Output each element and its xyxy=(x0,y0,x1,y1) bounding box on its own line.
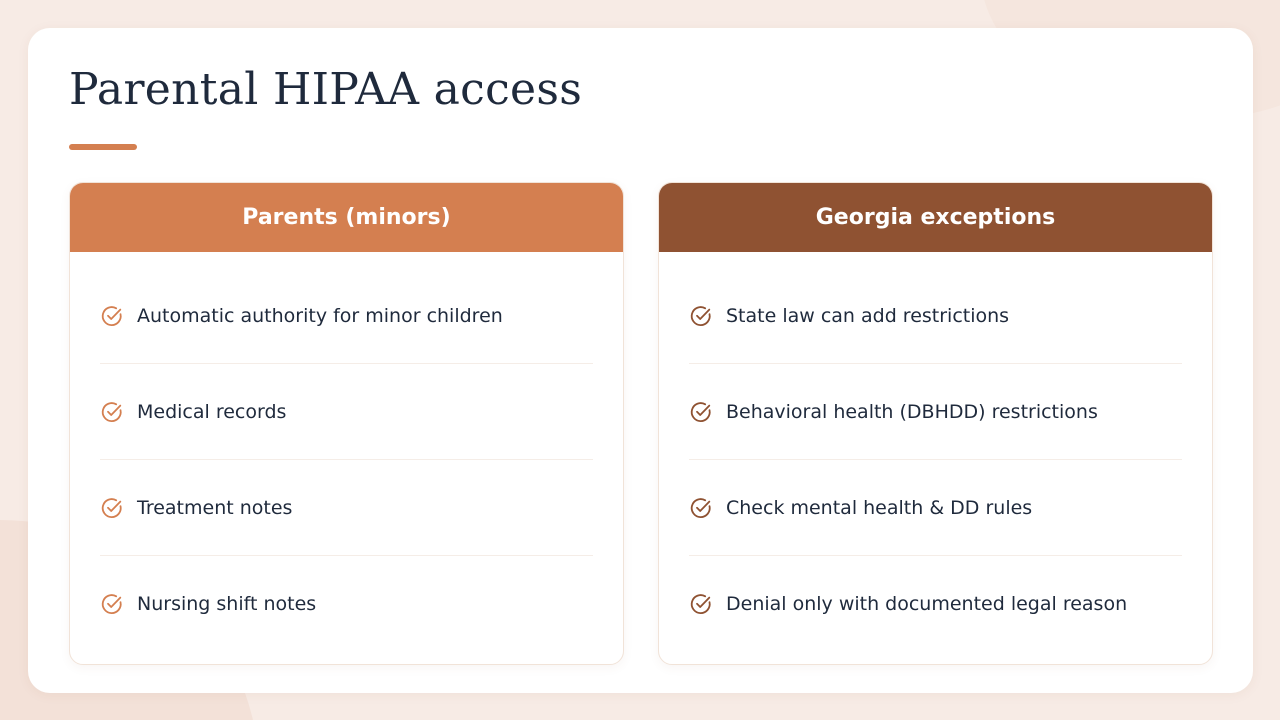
slide-card xyxy=(28,28,1253,693)
column-header: Parents (minors) xyxy=(70,183,623,252)
item-text: Treatment notes xyxy=(137,496,293,519)
check-circle-icon xyxy=(100,496,124,520)
item-text: Nursing shift notes xyxy=(137,592,317,615)
georgia-exceptions-column xyxy=(658,182,1213,665)
list-item xyxy=(100,252,593,364)
item-text: Medical records xyxy=(137,400,287,423)
item-list xyxy=(70,252,623,651)
check-circle-icon xyxy=(689,592,713,616)
item-text: Behavioral health (DBHDD) restrictions xyxy=(726,400,1098,423)
item-list xyxy=(659,252,1212,651)
item-text: Denial only with documented legal reason xyxy=(726,592,1128,615)
title-underline xyxy=(69,144,137,150)
list-item xyxy=(689,252,1182,364)
list-item xyxy=(689,460,1182,556)
item-text: Automatic authority for minor children xyxy=(137,304,503,327)
check-circle-icon xyxy=(100,592,124,616)
check-circle-icon xyxy=(100,400,124,424)
check-circle-icon xyxy=(689,496,713,520)
check-circle-icon xyxy=(689,304,713,328)
list-item xyxy=(100,364,593,460)
item-text: Check mental health & DD rules xyxy=(726,496,1033,519)
list-item xyxy=(100,556,593,651)
list-item xyxy=(100,460,593,556)
parents-minors-column xyxy=(69,182,624,665)
check-circle-icon xyxy=(100,304,124,328)
column-header: Georgia exceptions xyxy=(659,183,1212,252)
item-text: State law can add restrictions xyxy=(726,304,1010,327)
list-item xyxy=(689,556,1182,651)
page-title: Parental HIPAA access xyxy=(69,64,583,115)
check-circle-icon xyxy=(689,400,713,424)
list-item xyxy=(689,364,1182,460)
